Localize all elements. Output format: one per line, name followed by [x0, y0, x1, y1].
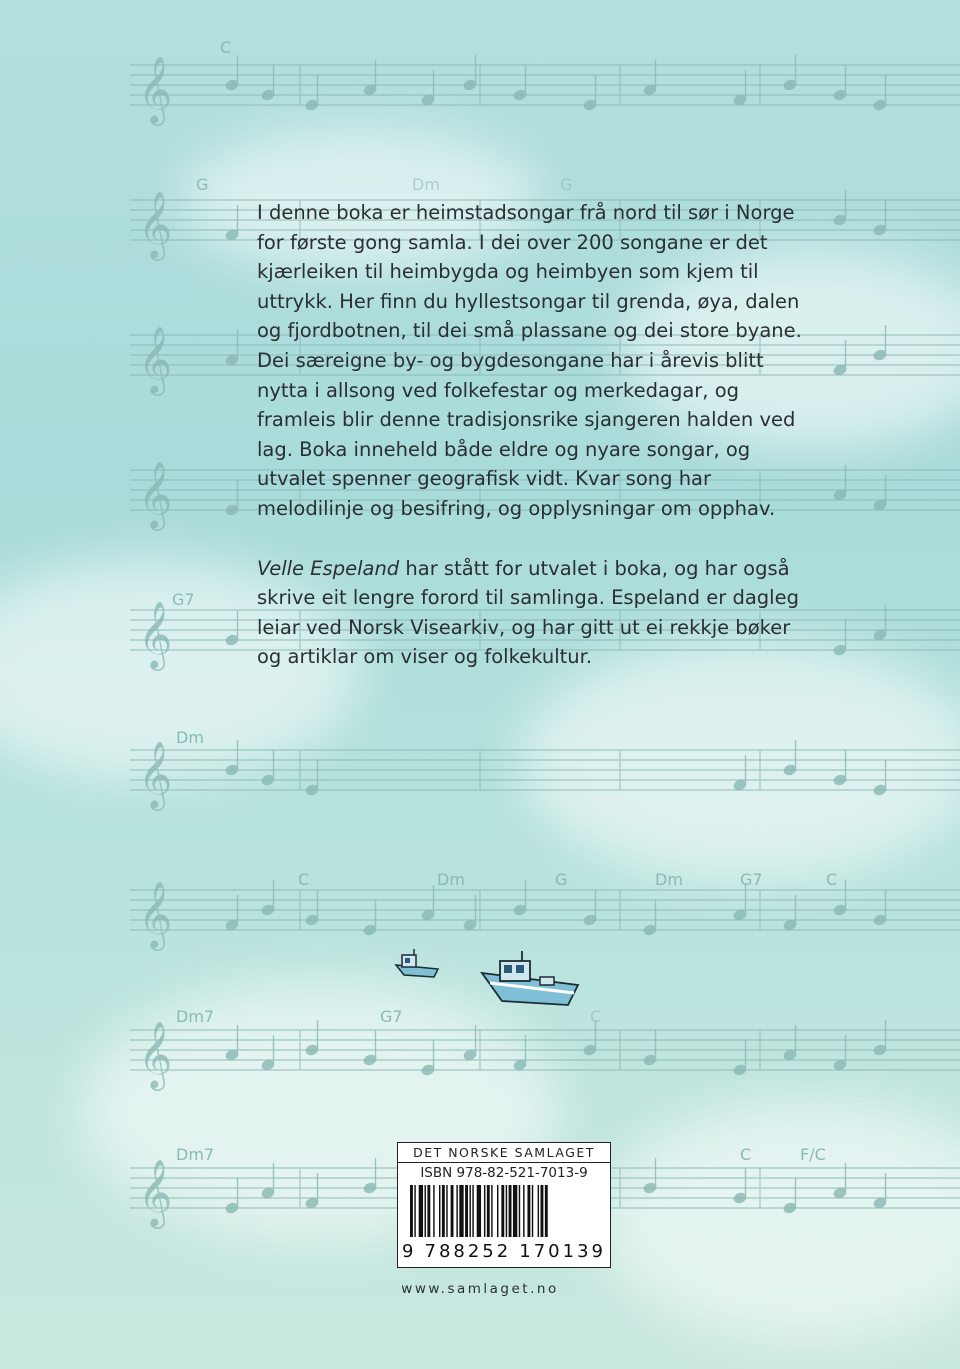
barcode-bar: [446, 1185, 447, 1237]
barcode-bar: [497, 1185, 498, 1237]
barcode-bar: [439, 1185, 440, 1237]
isbn-number: ISBN 978-82-521-7013-9: [420, 1165, 588, 1181]
chord-label: C: [740, 1145, 752, 1164]
treble-clef-icon: 𝄞: [138, 190, 173, 258]
chord-label: Dm7: [176, 1145, 215, 1164]
barcode-label: [397, 1142, 611, 1268]
treble-clef-icon: 𝄞: [138, 880, 173, 948]
chord-label: Dm: [655, 870, 683, 889]
chord-label: Dm7: [176, 1007, 215, 1026]
publisher-website: www.samlaget.no: [401, 1281, 559, 1297]
treble-clef-icon: 𝄞: [138, 1158, 173, 1226]
chord-label: G7: [172, 590, 195, 609]
chord-label: G7: [380, 1007, 403, 1026]
barcode-bar: [442, 1185, 445, 1237]
chord-label: G: [555, 870, 568, 889]
publisher-name: DET NORSKE SAMLAGET: [398, 1143, 610, 1163]
barcode-bar: [414, 1185, 415, 1237]
barcode-bar: [433, 1185, 434, 1237]
barcode-bar: [451, 1185, 454, 1237]
barcode-bar: [487, 1185, 490, 1237]
chord-label: G: [560, 175, 573, 194]
chord-label: F/C: [800, 1145, 826, 1164]
barcode-digit-group: 170139: [519, 1240, 606, 1262]
barcode-digit-group: 788252: [424, 1240, 512, 1262]
boats-illustration: [390, 945, 590, 1015]
treble-clef-icon: 𝄞: [138, 55, 173, 123]
barcode-bar: [538, 1185, 539, 1237]
treble-clef-icon: 𝄞: [138, 600, 173, 668]
chord-label: C: [298, 870, 310, 889]
barcode-bar: [541, 1185, 544, 1237]
barcode-bar: [506, 1185, 507, 1237]
chord-label: Dm: [437, 870, 465, 889]
chord-label: Dm: [412, 175, 440, 194]
large-boat: [482, 951, 578, 1005]
barcode-bar: [472, 1185, 473, 1237]
barcode-bar: [425, 1185, 426, 1237]
barcode-bar: [532, 1185, 533, 1237]
barcode-bar: [484, 1185, 485, 1237]
treble-clef-icon: 𝄞: [138, 1020, 173, 1088]
barcode-bar: [459, 1185, 463, 1237]
barcode-bar: [509, 1185, 512, 1237]
chord-label: G: [196, 175, 209, 194]
barcode-bar: [427, 1185, 430, 1237]
chord-label: Dm: [176, 728, 204, 747]
barcode-bar: [501, 1185, 504, 1237]
treble-clef-icon: 𝄞: [138, 325, 173, 393]
chord-label: G7: [740, 870, 763, 889]
chord-label: C: [826, 870, 838, 889]
small-boat: [396, 949, 438, 977]
barcode-bar: [477, 1185, 481, 1237]
back-cover-blurb: [257, 198, 817, 672]
barcode-bar: [513, 1185, 517, 1237]
author-paragraph: [257, 554, 817, 672]
barcode-bar: [469, 1185, 470, 1237]
barcode-bar: [410, 1185, 413, 1237]
barcode-digits: [402, 1239, 606, 1263]
barcode-bar: [491, 1185, 492, 1237]
chord-label: C: [220, 38, 232, 57]
treble-clef-icon: 𝄞: [138, 460, 173, 528]
description-paragraph: I denne boka er heimstadsongar frå nord til sør i Norge for første gong samla. I dei over 200 songane er det kjærleiken til heimbygda og heimbyen som kjem til uttrykk. Her finn du hyllestsongar til grenda, øya, dalen og fjordbotnen, til dei små plassane og dei store byane. Dei særeigne by- og bygdesongane har i årevis blitt nytta i allsong ved folkefestar og merkedagar, og framleis blir denne tradisjonsrike sjangeren halden ved lag. Boka inneheld både eldre og nyare songar, og utvalet spenner geografisk vidt. Kvar song har melodilinje og besifring, og opplysningar om opphav.: [257, 201, 802, 520]
barcode-bar: [419, 1185, 423, 1237]
barcode-bar: [545, 1185, 548, 1237]
barcode-bar: [523, 1185, 524, 1237]
barcode-bar: [527, 1185, 530, 1237]
treble-clef-icon: 𝄞: [138, 740, 173, 808]
chord-label: C: [590, 1007, 602, 1026]
author-name: Velle Espeland: [257, 556, 400, 580]
author-bio: har stått for utvalet i boka, og har også skrive eit lengre forord til samlinga. Espeland er dagleg leiar ved Norsk Visearkiv, og har gitt ut ei rekkje bøker og artiklar om viser og folkekultur.: [257, 556, 799, 669]
barcode-bar: [456, 1185, 457, 1237]
barcode-bar: [465, 1185, 468, 1237]
barcode-lead-digit: 9: [402, 1240, 417, 1262]
barcode-bar: [519, 1185, 520, 1237]
